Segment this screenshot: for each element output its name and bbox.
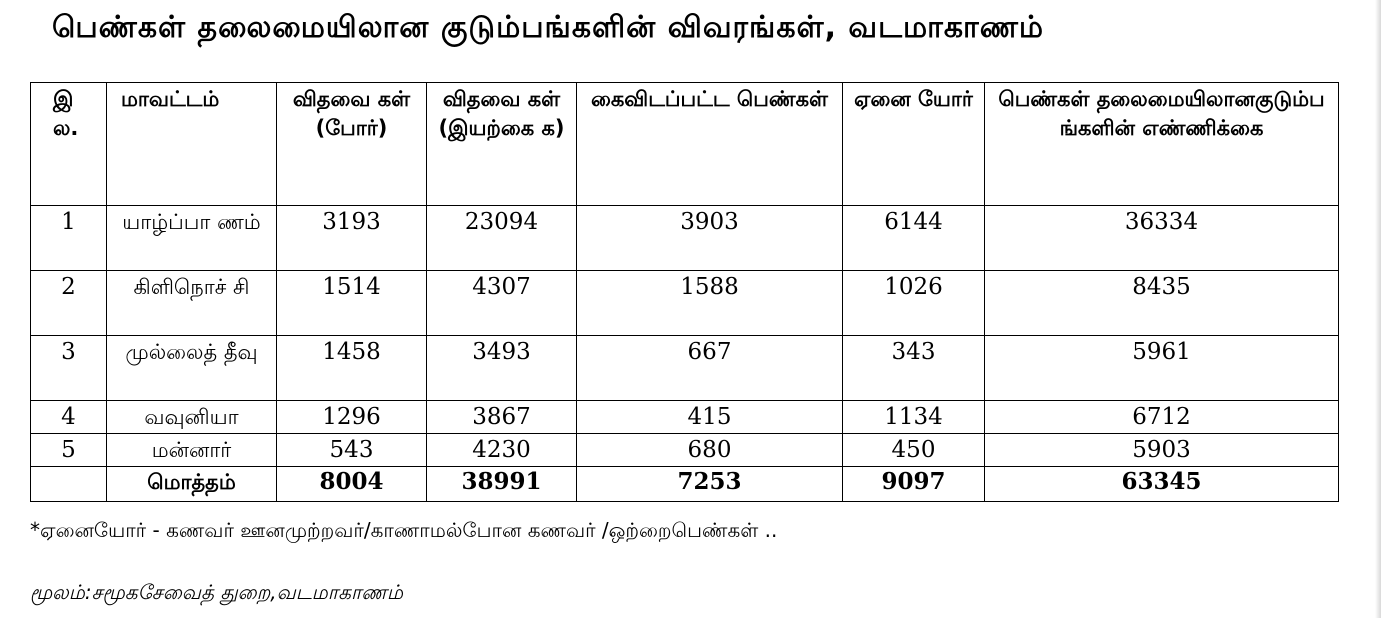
cell-others: 343 [843, 336, 985, 401]
cell-natural-widows: 4307 [427, 271, 577, 336]
cell-war-widows: 1296 [277, 401, 427, 434]
table-row [31, 271, 1339, 336]
table-row [31, 434, 1339, 467]
page-edge-shadow [1375, 0, 1381, 618]
total-war-widows: 8004 [277, 467, 427, 502]
total-label: மொத்தம் [107, 467, 277, 502]
header-cell-abandoned-women: கைவிடப்பட்ட பெண்கள் [577, 83, 843, 206]
cell-natural-widows: 3493 [427, 336, 577, 401]
cell-others: 6144 [843, 206, 985, 271]
cell-total-households: 8435 [985, 271, 1339, 336]
cell-total-households: 6712 [985, 401, 1339, 434]
cell-total-households: 36334 [985, 206, 1339, 271]
cell-war-widows: 1458 [277, 336, 427, 401]
cell-war-widows: 543 [277, 434, 427, 467]
cell-abandoned-women: 680 [577, 434, 843, 467]
header-cell-total-households: பெண்கள் தலைமையிலானகுடும்ப ங்களின் எண்ணிக்கை [985, 83, 1339, 206]
cell-district: கிளிநொச் சி [107, 271, 277, 336]
cell-abandoned-women: 667 [577, 336, 843, 401]
cell-total-households: 5903 [985, 434, 1339, 467]
header-cell-district: மாவட்டம் [107, 83, 277, 206]
source-note: மூலம்:சமூகசேவைத் துறை,வடமாகாணம் [30, 580, 403, 604]
total-abandoned-women: 7253 [577, 467, 843, 502]
cell-serial: 4 [31, 401, 107, 434]
cell-district: வவுனியா [107, 401, 277, 434]
cell-serial: 3 [31, 336, 107, 401]
total-row [31, 467, 1339, 502]
total-cell-serial [31, 467, 107, 502]
cell-serial: 1 [31, 206, 107, 271]
data-table [30, 82, 1339, 502]
page-title: பெண்கள் தலைமையிலான குடும்பங்களின் விவரங்கள், வடமாகாணம் [52, 10, 1045, 45]
cell-total-households: 5961 [985, 336, 1339, 401]
cell-abandoned-women: 1588 [577, 271, 843, 336]
header-cell-serial: இ ல. [31, 83, 107, 206]
table-row [31, 401, 1339, 434]
cell-natural-widows: 23094 [427, 206, 577, 271]
total-others: 9097 [843, 467, 985, 502]
cell-natural-widows: 4230 [427, 434, 577, 467]
total-natural-widows: 38991 [427, 467, 577, 502]
cell-serial: 5 [31, 434, 107, 467]
cell-war-widows: 1514 [277, 271, 427, 336]
cell-war-widows: 3193 [277, 206, 427, 271]
cell-natural-widows: 3867 [427, 401, 577, 434]
header-cell-others: ஏனை யோர் [843, 83, 985, 206]
cell-others: 1026 [843, 271, 985, 336]
cell-abandoned-women: 415 [577, 401, 843, 434]
header-cell-natural-widows: விதவை கள் (இயற்கை க) [427, 83, 577, 206]
table-row [31, 206, 1339, 271]
cell-others: 1134 [843, 401, 985, 434]
cell-serial: 2 [31, 271, 107, 336]
header-cell-war-widows: விதவை கள் (போர்) [277, 83, 427, 206]
table-row [31, 336, 1339, 401]
table-header-row [31, 83, 1339, 206]
footnote: *ஏனையோர் - கணவர் ஊனமுற்றவர்/காணாமல்போன கணவர் /ஒற்றைபெண்கள் .. [30, 518, 778, 542]
total-households: 63345 [985, 467, 1339, 502]
cell-district: மன்னார் [107, 434, 277, 467]
cell-abandoned-women: 3903 [577, 206, 843, 271]
cell-district: யாழ்ப்பா ணம் [107, 206, 277, 271]
cell-others: 450 [843, 434, 985, 467]
cell-district: முல்லைத் தீவு [107, 336, 277, 401]
